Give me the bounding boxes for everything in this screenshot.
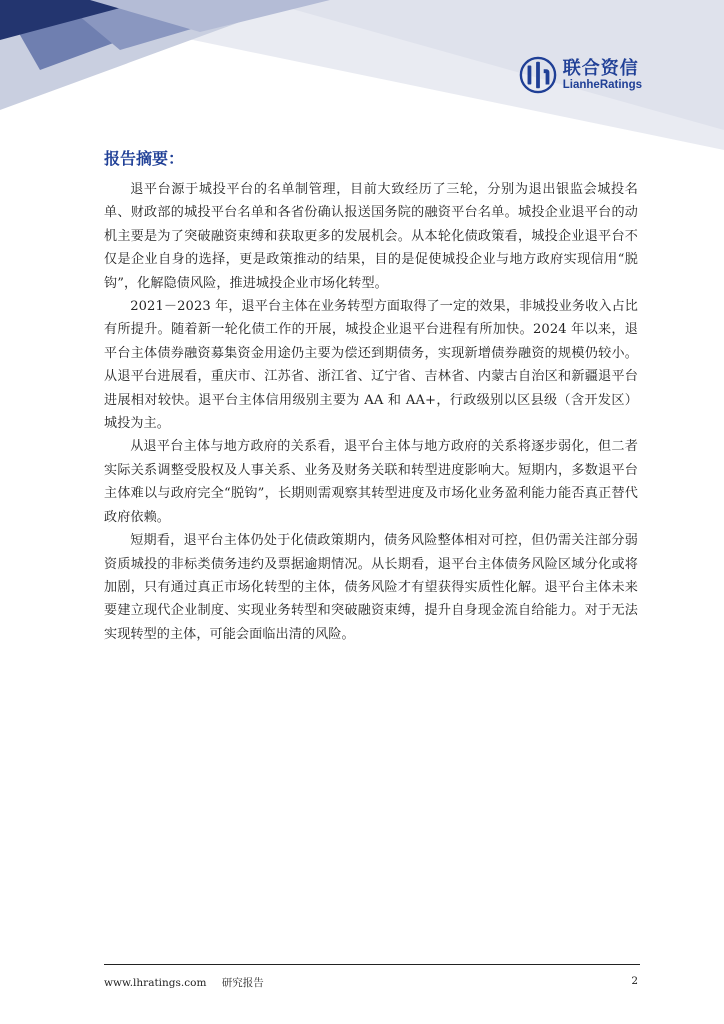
- summary-paragraph: 退平台源于城投平台的名单制管理，目前大致经历了三轮，分别为退出银监会城投名单、财政部的城投平台名单和各省份确认报送国务院的融资平台名单。城投企业退平台的动机主要是为了突破融资束缚和获取更多的发展机会。从本轮化债政策看，城投企业退平台不仅是企业自身的选择，更是政策推动的结果，目的是促使城投企业与地方政府实现信用“脱钩”，化解隐债风险，推进城投企业市场化转型。: [104, 182, 638, 291]
- footer-info: [104, 975, 276, 990]
- footer-divider: [104, 964, 640, 965]
- summary-paragraph: 从退平台主体与地方政府的关系看，退平台主体与地方政府的关系将逐步弱化，但二者实际关系调整受股权及人事关系、业务及财务关联和转型进度影响大。短期内，多数退平台主体难以与政府完全“脱钩”，长期则需观察其转型进度及市场化业务盈利能力能否真正替代政府依赖。: [104, 439, 638, 525]
- section-title: 报告摘要：: [104, 149, 185, 168]
- footer-website-link[interactable]: www.lhratings.com: [104, 977, 207, 989]
- summary-paragraph: 短期看，退平台主体仍处于化债政策期内，债务风险整体相对可控，但仍需关注部分弱资质城投的非标类债务违约及票据逾期情况。从长期看，退平台主体债务风险区域分化或将加剧，只有通过真正市场化转型的主体，债务风险才有望获得实质性化解。退平台主体未来要建立现代企业制度、实现业务转型和突破融资束缚，提升自身现金流自给能力。对于无法实现转型的主体，可能会面临出清的风险。: [104, 533, 638, 642]
- page-number: 2: [631, 975, 638, 987]
- footer-report-type: 研究报告: [221, 977, 264, 989]
- logo-english-name: LianheRatings: [562, 78, 642, 91]
- lianhe-logo-icon: [519, 56, 557, 94]
- logo-chinese-name: 联合资信: [562, 57, 639, 79]
- brand-logo: [519, 56, 642, 94]
- report-summary-body: [104, 178, 638, 646]
- summary-paragraph: 2021－2023 年，退平台主体在业务转型方面取得了一定的效果，非城投业务收入占比有所提升。随着新一轮化债工作的开展，城投企业退平台进程有所加快。2024 年以来，退平台主体债券融资募集资金用途仍主要为偿还到期债务，实现新增债券融资的规模仍较小。从退平台进展看，重庆市、江苏省、浙江省、辽宁省、吉林省、内蒙古自治区和新疆退平台进展相对较快。退平台主体信用级别主要为 AA 和 AA+，行政级别以区县级（含开发区）城投为主。: [104, 299, 638, 432]
